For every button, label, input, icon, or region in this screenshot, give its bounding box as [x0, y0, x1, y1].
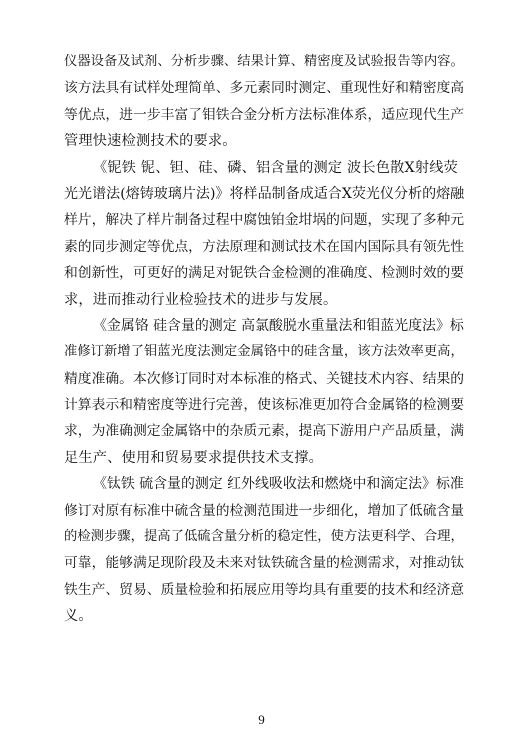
text-line: 等优点，进一步丰富了钼铁合金分析方法标准体系，适应现代生产 — [64, 106, 465, 123]
text-line: 精度准确。本次修订同时对本标准的格式、关键技术内容、结果的 — [64, 370, 465, 387]
text-line: 该方法具有试样处理简单、多元素同时测定、重现性好和精密度高 — [64, 80, 465, 97]
text-line: 和创新性，可更好的满足对铌铁合金检测的准确度、检测时效的要 — [64, 265, 465, 282]
paragraph-4 — [64, 471, 464, 629]
paragraph-3 — [64, 313, 464, 471]
text-line: 素的同步测定等优点，方法原理和测试技术在国内国际具有领先性 — [64, 238, 465, 255]
body-text — [64, 49, 464, 630]
paragraph-1 — [64, 49, 464, 155]
text-line: 《金属铬 硅含量的测定 高氯酸脱水重量法和钼蓝光度法》标 — [93, 317, 464, 334]
text-line: 计算表示和精密度等进行完善，使该标准更加符合金属铬的检测要 — [64, 397, 465, 414]
text-line: 准修订新增了钼蓝光度法测定金属铬中的硅含量，该方法效率更高， — [64, 344, 464, 360]
text-line: 光光谱法(熔铸玻璃片法)》将样品制备成适合X荧光仪分析的熔融 — [64, 185, 465, 202]
text-line: 管理快速检测技术的要求。 — [64, 133, 237, 150]
text-line: 《铌铁 铌、钽、硅、磷、铝含量的测定 波长色散X射线荧 — [93, 159, 459, 176]
text-line: 《钛铁 硫含量的测定 红外线吸收法和燃烧中和滴定法》标准 — [93, 476, 464, 493]
text-line: 仪器设备及试剂、分析步骤、结果计算、精密度及试验报告等内容。 — [64, 54, 464, 69]
text-line: 样片，解决了样片制备过程中腐蚀铂金坩埚的问题，实现了多种元 — [64, 212, 465, 229]
text-line: 铁生产、贸易、质量检验和拓展应用等均具有重要的技术和经济意 — [64, 581, 465, 598]
text-line: 可靠，能够满足现阶段及未来对钛铁硫含量的检测需求，对推动钛 — [64, 555, 465, 572]
paragraph-2 — [64, 155, 464, 313]
text-line: 义。 — [64, 608, 93, 625]
text-line: 的检测步骤，提高了低硫含量分析的稳定性，使方法更科学、合理， — [64, 529, 464, 545]
text-line: 足生产、使用和贸易要求提供技术支撑。 — [64, 449, 323, 466]
text-line: 修订对原有标准中硫含量的检测范围进一步细化，增加了低硫含量 — [64, 502, 465, 519]
page-number: 9 — [258, 712, 265, 727]
text-line: 求，为准确测定金属铬中的杂质元素，提高下游用户产品质量，满 — [64, 423, 465, 440]
text-line: 求，进而推动行业检验技术的进步与发展。 — [64, 291, 338, 308]
